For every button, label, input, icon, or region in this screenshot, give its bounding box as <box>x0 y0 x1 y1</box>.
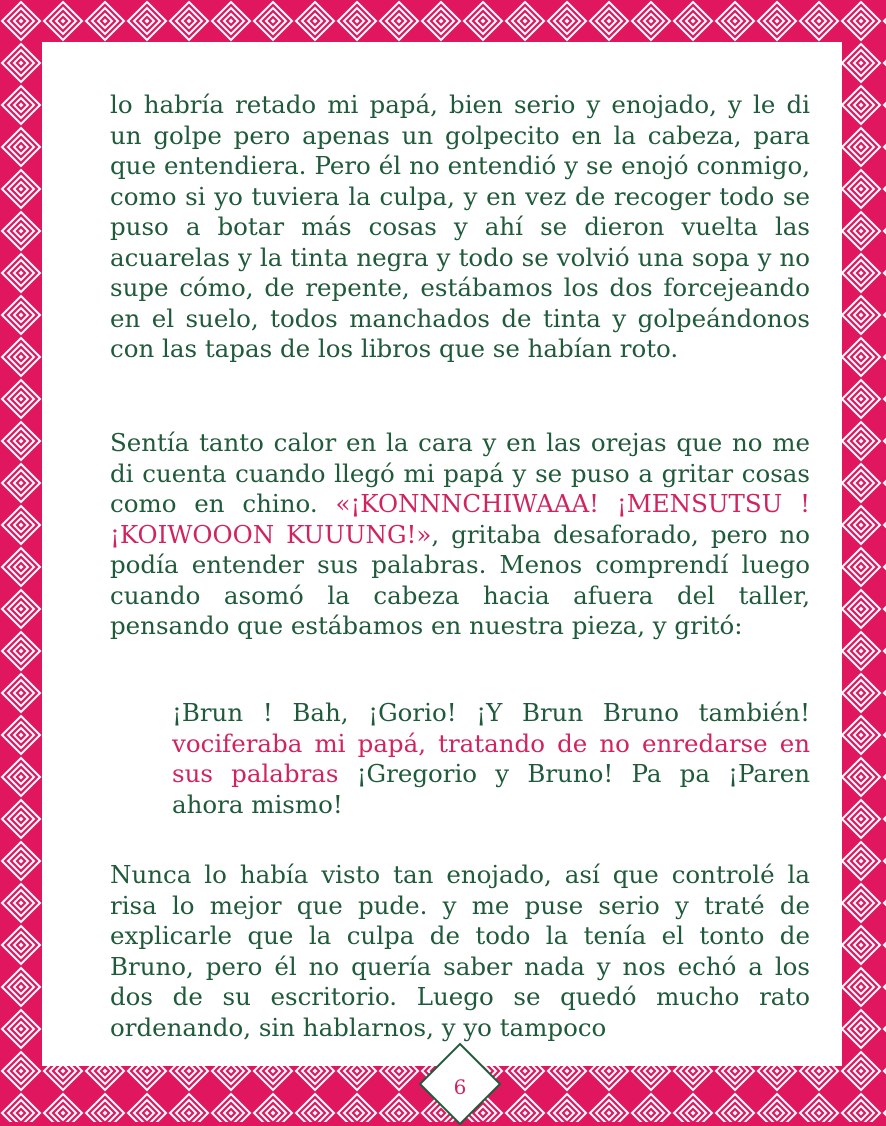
dialogue-line-2: ¡Gregorio y Bruno! Pa pa ¡Paren ahora mismo! <box>172 759 810 819</box>
paragraph-2-text-after: , gritaba desaforado, pero no podía entender sus palabras. Menos comprendí luego cuando asomó la cabeza hacia afuera del taller, pensando que estábamos en nuestra pieza, y gritó: <box>110 519 811 640</box>
page-number: 6 <box>453 1075 467 1099</box>
paragraph-1: lo habría retado mi papá, bien serio y enojado, y le di un golpe pero apenas un golpecito en la cabeza, para que entendiera. Pero él no entendió y se enojó conmigo, como si yo tuviera la culpa, y en vez de recoger todo se puso a botar más cosas y ahí se dieron vuelta las acuarelas y la tinta negra y todo se volvió una sopa y no supe cómo, de repente, estábamos los dos forcejeando en el suelo, todos manchados de tinta y golpeándonos con las tapas de los libros que se habían roto. <box>110 90 810 363</box>
page-number-badge <box>418 1042 502 1126</box>
paragraph-2-text-before: Sentía tanto calor en la cara y en las orejas que no me di cuenta cuando llegó mi papá y se puso a gritar cosas como en chino. <box>110 428 810 518</box>
dialogue-line-1: ¡Brun ! Bah, ¡Gorio! ¡Y Brun Bruno también! <box>172 698 810 727</box>
dialogue-narration: vociferaba mi papá, tratando de no enredarse en sus palabras <box>172 728 810 788</box>
paragraph-2 <box>110 428 810 642</box>
dialogue-block <box>172 698 810 820</box>
shout-text: «¡KONNNCHIWAAA! ¡MENSUTSU ! ¡KOIWOOON KUUUNG!» <box>110 489 810 549</box>
paragraph-3: Nunca lo había visto tan enojado, así que controlé la risa lo mejor que pude. y me puse serio y traté de explicarle que la culpa de todo la tenía el tonto de Bruno, pero él no quería saber nada y nos echó a los dos de su escritorio. Luego se quedó mucho rato ordenando, sin hablarnos, y yo tampoco <box>110 860 810 1042</box>
